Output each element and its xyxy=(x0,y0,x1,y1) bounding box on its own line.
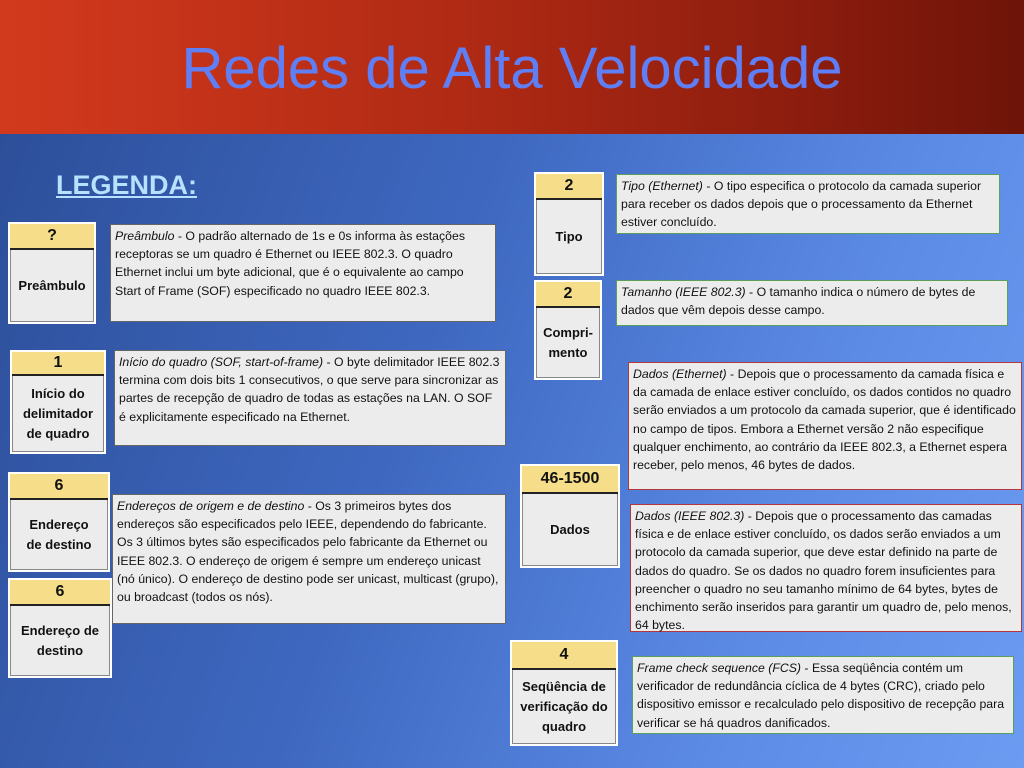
legend-heading: LEGENDA: xyxy=(56,170,197,200)
title-bar xyxy=(0,0,1024,134)
field-label: Endereço de destino xyxy=(26,517,92,552)
desc-preambulo xyxy=(110,224,496,322)
slide-title: Redes de Alta Velocidade xyxy=(181,36,843,101)
desc-enderecos xyxy=(112,494,506,624)
desc-text: - O tipo especifica o protocolo da camada superior para receber os dados depois que o processamento da Ethernet estiver concluído. xyxy=(621,179,982,230)
field-label: Dados xyxy=(550,522,590,537)
desc-text: - Os 3 primeiros bytes dos endereços são especificados pelo IEEE, dependendo do fabricante. Os 3 últimos bytes são especificados pelo fabricante da Ethernet ou IEEE 802.3. O endereço de origem é sempre um endereço unicast (nó único). O endereço de destino pode ser unicast, multicast (grupo), ou broadcast (todos os nós). xyxy=(117,499,499,605)
field-label: Compri-mento xyxy=(543,325,593,360)
desc-inicio-quadro xyxy=(114,350,506,446)
field-size: 2 xyxy=(536,282,600,308)
desc-term: Tipo (Ethernet) xyxy=(621,179,703,193)
field-preambulo xyxy=(8,222,96,324)
field-size: 1 xyxy=(12,352,104,376)
desc-term: Dados (IEEE 802.3) xyxy=(635,509,745,523)
field-dados xyxy=(520,464,620,568)
field-label: Tipo xyxy=(555,229,583,244)
desc-text: - Essa seqüência contém um verificador de redundância cíclica de 4 bytes (CRC), criado pelo dispositivo emissor e recalculado pelo dispositivo de recepção para verificar se há quadros danificados. xyxy=(637,661,1005,730)
field-size: ? xyxy=(10,224,94,250)
desc-term: Tamanho (IEEE 802.3) xyxy=(621,285,746,299)
desc-text: - O padrão alternado de 1s e 0s informa às estações receptoras se um quadro é Ethernet ou IEEE 802.3. O quadro Ethernet inclui um byte adicional, que é o equivalente ao campo Start of Frame (SOF) especificado no quadro IEEE 802.3. xyxy=(115,229,465,298)
field-size: 2 xyxy=(536,174,602,200)
desc-fcs xyxy=(632,656,1014,734)
field-fcs xyxy=(510,640,618,746)
field-endereco-destino-1 xyxy=(8,472,110,572)
field-endereco-destino-2 xyxy=(8,578,112,678)
desc-dados-ethernet xyxy=(628,362,1022,490)
field-size: 4 xyxy=(512,642,616,670)
field-comprimento xyxy=(534,280,602,380)
desc-text: - Depois que o processamento das camadas física e de enlace estiver concluído, os dados serão enviados a um protocolo da camada superior, que deve estar definido na parte de dados do quadro. Se os dados no quadro forem insuficientes para preencher o quadro no seu tamanho mínimo de 64 bytes, bytes de enchimento serão inseridos para garantir um quadro de, pelo menos, 64 bytes. xyxy=(635,509,1012,633)
field-size: 6 xyxy=(10,580,110,606)
desc-dados-ieee xyxy=(630,504,1022,632)
desc-text: - Depois que o processamento da camada física e da camada de enlace estiver concluído, os dados contidos no quadro serão enviados a um protocolo da camada superior, que é identificado no campo de tipos. Embora a Ethernet versão 2 não especifique qualquer enchimento, ao contrário da IEEE 802.3, a Ethernet espera receber, pelo menos, 46 bytes de dados. xyxy=(633,367,1016,473)
desc-text: - O byte delimitador IEEE 802.3 termina com dois bits 1 consecutivos, o que serve para sincronizar as partes de recepção de quadro de todas as estações na LAN. O SOF é explicitamente especificado na Ethernet. xyxy=(119,355,500,424)
desc-term: Dados (Ethernet) xyxy=(633,367,727,381)
desc-text: - O tamanho indica o número de bytes de dados que vêm depois desse campo. xyxy=(621,285,976,318)
field-label: Seqüência de verificação do quadro xyxy=(520,679,608,734)
field-label: Preâmbulo xyxy=(18,278,86,293)
desc-tipo xyxy=(616,174,1000,234)
desc-tamanho xyxy=(616,280,1008,326)
field-inicio-delimitador xyxy=(10,350,106,454)
field-size: 6 xyxy=(10,474,108,500)
desc-term: Frame check sequence (FCS) xyxy=(637,661,802,675)
desc-term: Preâmbulo xyxy=(115,229,175,243)
field-label: Endereço de destino xyxy=(20,623,100,658)
desc-term: Início do quadro (SOF, start-of-frame) xyxy=(119,355,324,369)
field-size: 46-1500 xyxy=(522,466,618,494)
field-tipo xyxy=(534,172,604,276)
desc-term: Endereços de origem e de destino xyxy=(117,499,305,513)
field-label: Início do delimitador de quadro xyxy=(22,386,94,441)
